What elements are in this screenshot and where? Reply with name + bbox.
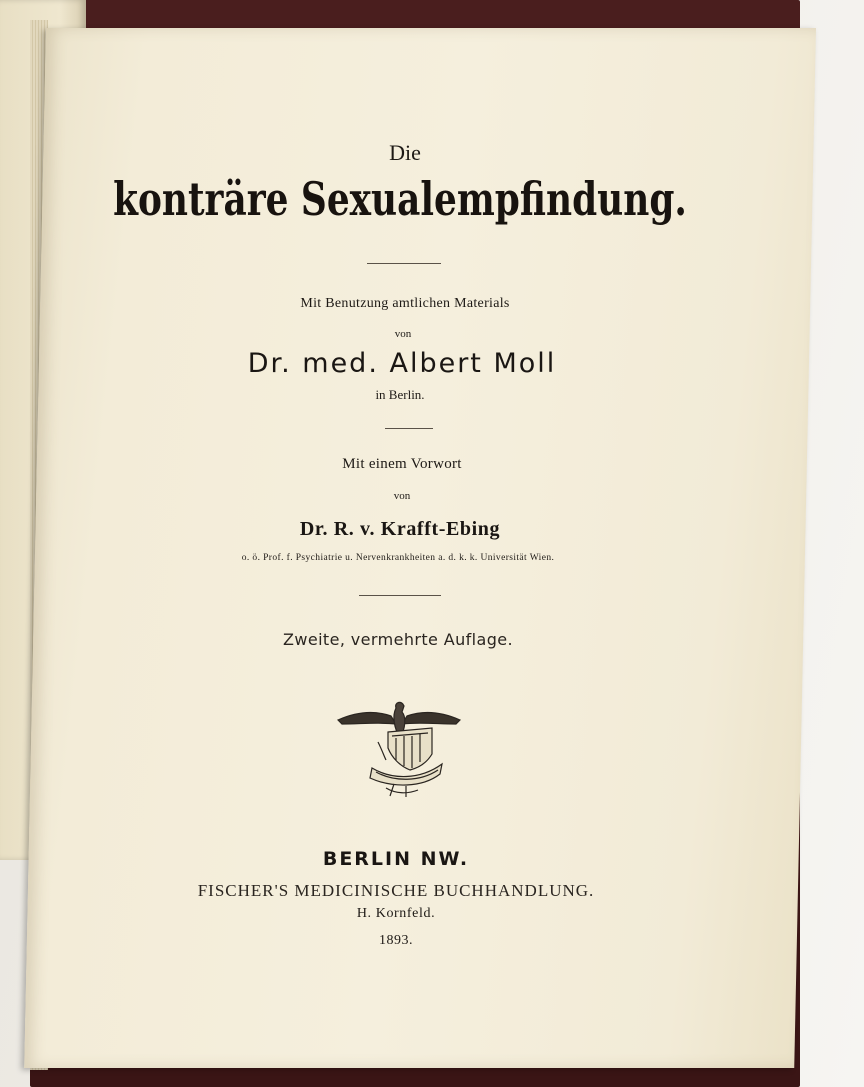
publisher-owner: H. Kornfeld. <box>356 906 436 921</box>
publication-year: 1893. <box>379 933 413 948</box>
author-city: in Berlin. <box>375 387 425 402</box>
foreword-label: Mit einem Vorwort <box>342 456 462 472</box>
by-label: von <box>393 490 411 502</box>
foreword-author: Dr. R. v. Krafft-Ebing <box>299 518 501 540</box>
divider-rule <box>367 263 441 264</box>
foreword-credentials: o. ö. Prof. f. Psychiatrie u. Nervenkrankheiten a. d. k. k. Universität Wien. <box>241 553 555 563</box>
book-title: konträre Sexualempfindung. <box>113 172 687 226</box>
author-name: Dr. med. Albert Moll <box>247 348 557 379</box>
subtitle: Mit Benutzung amtlichen Materials <box>300 296 510 311</box>
publication-place: BERLIN NW. <box>322 848 470 870</box>
title-article: Die <box>389 140 421 165</box>
divider-rule <box>385 428 433 429</box>
divider-rule <box>359 595 441 596</box>
eagle-publisher-mark-icon <box>336 698 462 798</box>
publisher: FISCHER'S MEDICINISCHE BUCHHANDLUNG. <box>197 881 595 900</box>
edition: Zweite, vermehrte Auflage. <box>282 630 514 649</box>
by-label: von <box>394 328 412 340</box>
